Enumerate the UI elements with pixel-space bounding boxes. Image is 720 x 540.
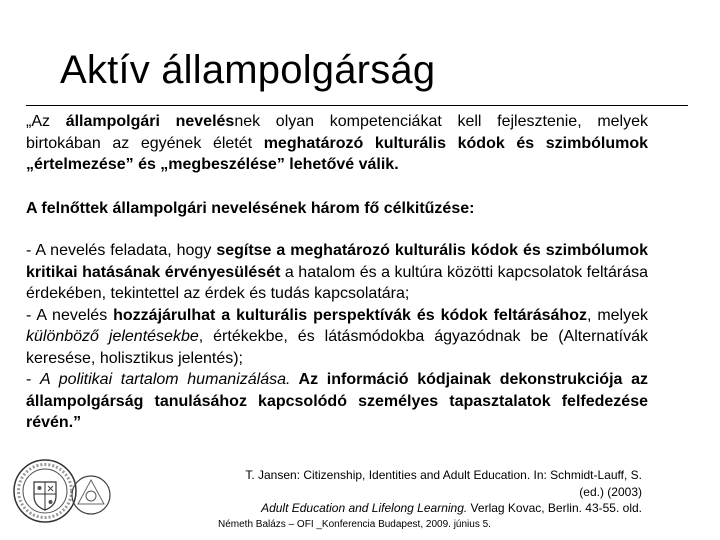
citation xyxy=(222,467,642,517)
goals-heading: A felnőttek állampolgári nevelésének három fő célkitűzése: xyxy=(26,200,475,217)
title-divider xyxy=(26,105,688,106)
goal-item-2 xyxy=(26,305,648,370)
text-run-bold: állampolgári nevelés xyxy=(65,113,235,130)
text-run: - A nevelés xyxy=(26,306,114,324)
slide-title: Aktív állampolgárság xyxy=(60,48,436,92)
goals-list xyxy=(26,240,648,434)
institute-emblem-logo xyxy=(70,474,112,516)
citation-book-title: Adult Education and Lifelong Learning. xyxy=(261,501,468,515)
text-run-bold: meghatározó kulturális kódok és szimbólumok „értelmezése” és „megbeszélése” lehetővé válik. xyxy=(26,134,648,173)
footer-text: Németh Balázs – OFI _Konferencia Budapest, 2009. június 5. xyxy=(218,519,491,530)
university-seal-logo xyxy=(12,458,78,524)
text-run-bold: hozzájárulhat a kulturális perspektívák és kódok feltárásához xyxy=(113,306,587,324)
citation-publisher: Verlag Kovac, Berlin. 43-55. old. xyxy=(467,501,642,515)
citation-line: T. Jansen: Citizenship, Identities and Adult Education. In: Schmidt-Lauff, S. xyxy=(245,468,642,482)
text-run: - xyxy=(26,371,41,388)
text-run: , értékekbe, és látásmódokba ágyazódnak be (Alternatívák keresése, holisztikus jelentés); xyxy=(26,328,649,367)
citation-line: (ed.) (2003) xyxy=(579,484,642,499)
goal-item-3 xyxy=(26,369,648,434)
text-run: , melyek xyxy=(586,306,649,324)
quote-paragraph-1 xyxy=(26,111,648,176)
goal-item-1 xyxy=(26,240,648,305)
text-run-bold: segítse a meghatározó kulturális kódok és szimbólumok kritikai hatásának érvényesülését xyxy=(26,242,649,281)
text-run: nek olyan kompetenciákat kell fejlesztenie, melyek birtokában az egyének életét xyxy=(26,113,649,152)
text-run-italic: különböző jelentésekbe xyxy=(26,328,199,345)
text-run: - A nevelés feladata, hogy xyxy=(26,242,217,259)
text-run-italic: A politikai tartalom humanizálása. xyxy=(40,371,291,388)
text-run-bold: Az információ kódjainak dekonstrukciója az állampolgárság tanulásához kapcsolódó személyes tapasztalatok felfedezése révén.” xyxy=(26,371,648,431)
text-run: a hatalom és a kultúra közötti kapcsolatok feltárása érdekében, tekintettel az érdek és tudás kapcsolatára; xyxy=(26,263,648,302)
citation-line xyxy=(222,500,642,517)
text-run: „Az xyxy=(26,113,66,130)
